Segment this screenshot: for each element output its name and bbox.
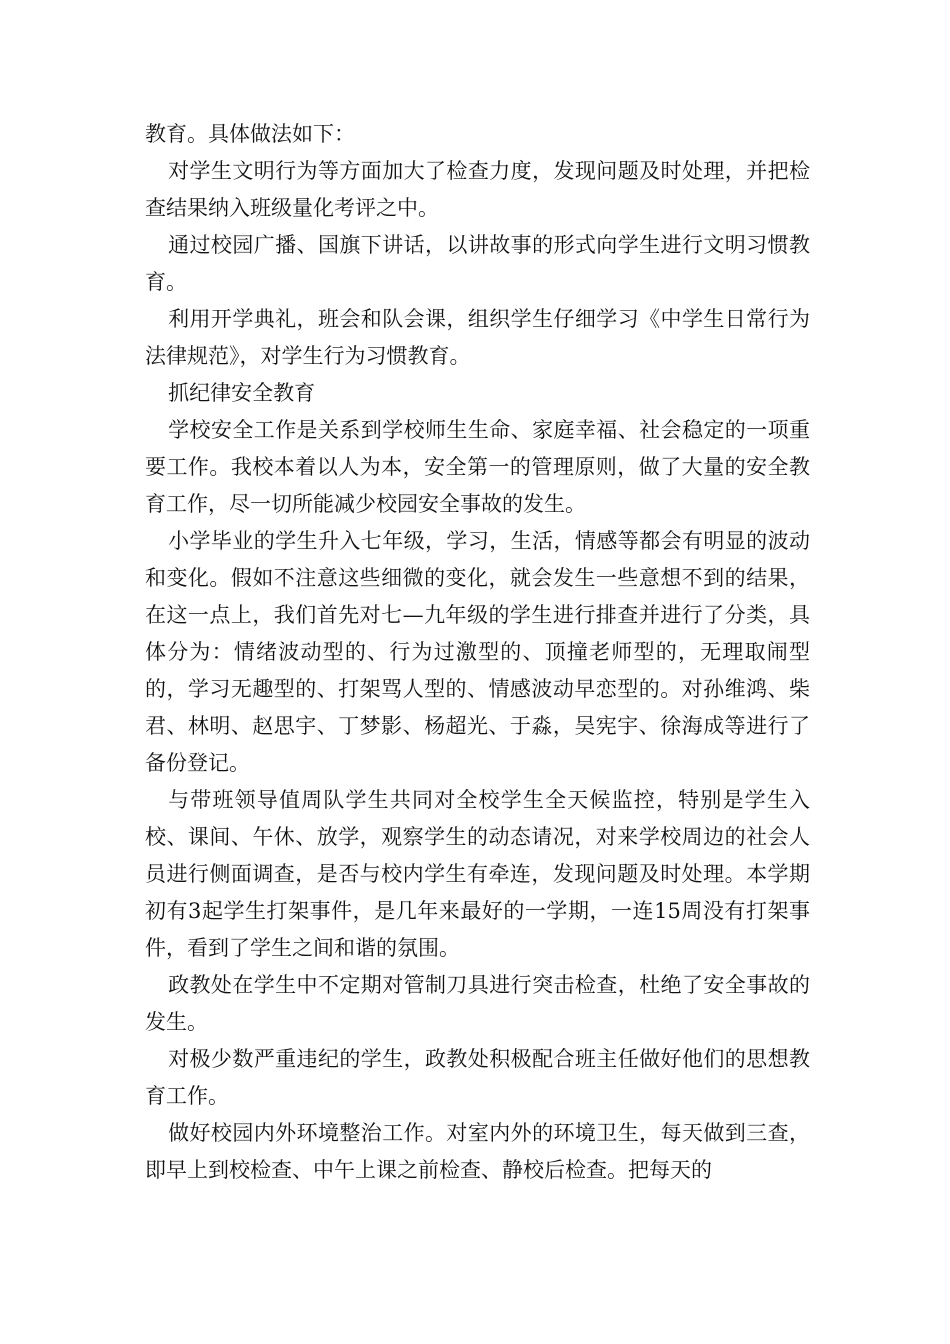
paragraph-grade-seven-screening: 小学毕业的学生升入七年级，学习，生活，情感等都会有明显的波动和变化。假如不注意这些细微的变化，就会发生一些意想不到的结果，在这一点上，我们首先对七—九年级的学生进行排查并进行了分类，具体分为：情绪波动型的、行为过激型的、顶撞老师型的，无理取闹型的，学习无趣型的、打架骂人型的、情感波动早恋型的。对孙维鸿、柴君、林明、赵思宇、丁梦影、杨超光、于淼，吴宪宇、徐海成等进行了备份登记。 bbox=[145, 529, 810, 775]
paragraph-knife-inspection: 政教处在学生中不定期对管制刀具进行突击检查，杜绝了安全事故的发生。 bbox=[145, 973, 810, 1034]
paragraph-intro-continuation: 教育。具体做法如下： bbox=[145, 122, 355, 146]
paragraph-opening-ceremony: 利用开学典礼，班会和队会课，组织学生仔细学习《中学生日常行为法律规范》，对学生行为习惯教育。 bbox=[145, 307, 810, 368]
paragraph-environment-cleanup: 做好校园内外环境整治工作。对室内外的环境卫生，每天做到三查，即早上到校检查、中午上课之前检查、静校后检查。把每天的 bbox=[145, 1121, 810, 1182]
paragraph-serious-violations: 对极少数严重违纪的学生，政教处积极配合班主任做好他们的思想教育工作。 bbox=[145, 1047, 810, 1108]
paragraph-civility-inspection: 对学生文明行为等方面加大了检查力度，发现问题及时处理，并把检查结果纳入班级量化考评之中。 bbox=[145, 159, 810, 220]
paragraph-broadcast-education: 通过校园广播、国旗下讲话，以讲故事的形式向学生进行文明习惯教育。 bbox=[145, 233, 810, 294]
paragraph-monitoring: 与带班领导值周队学生共同对全校学生全天候监控，特别是学生入校、课间、午休、放学，观察学生的动态请况，对来学校周边的社会人员进行侧面调查，是否与校内学生有牵连，发现问题及时处理。本学期初有3起学生打架事件，是几年来最好的一学期，一连15周没有打架事件，看到了学生之间和谐的氛围。 bbox=[145, 788, 810, 960]
paragraph-school-safety: 学校安全工作是关系到学校师生生命、家庭幸福、社会稳定的一项重要工作。我校本着以人为本，安全第一的管理原则，做了大量的安全教育工作，尽一切所能减少校园安全事故的发生。 bbox=[145, 418, 810, 516]
document-page bbox=[145, 116, 810, 1189]
section-heading-discipline-safety: 抓纪律安全教育 bbox=[168, 381, 316, 405]
